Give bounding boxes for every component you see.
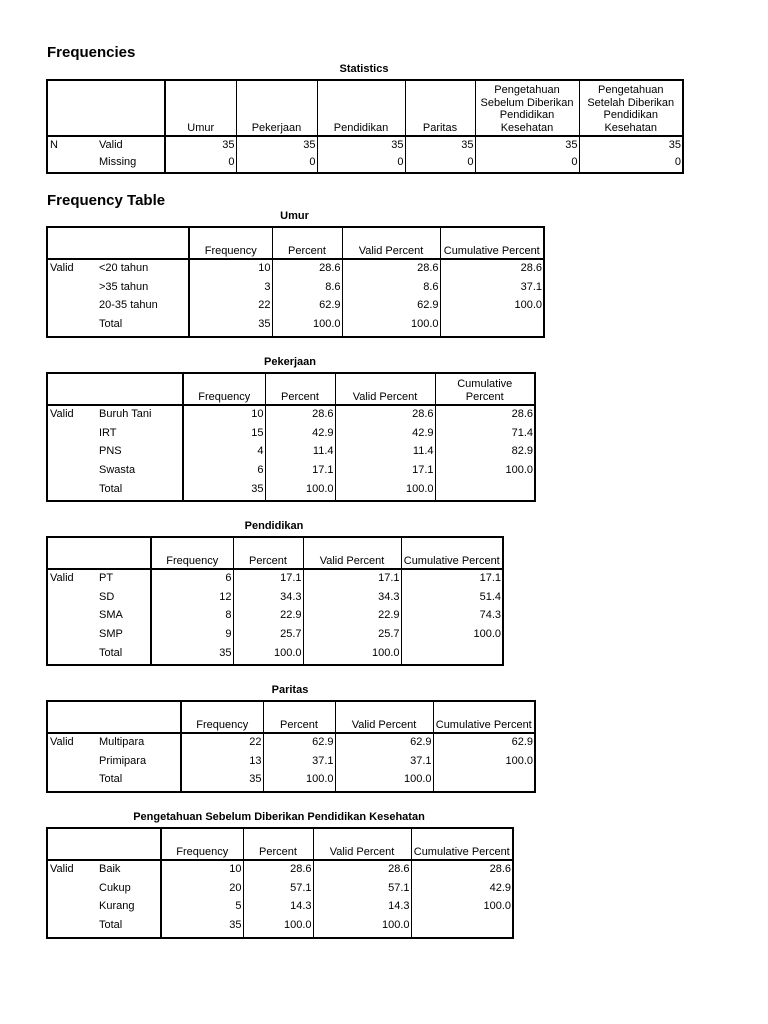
row-label: Total: [97, 770, 181, 792]
cell-pct: 17.1: [265, 461, 335, 480]
group-label: [47, 752, 97, 771]
cell-freq: 20: [161, 879, 243, 898]
cell-vpct: 28.6: [342, 259, 440, 278]
cell-freq: 35: [151, 644, 233, 666]
cell-freq: 12: [151, 588, 233, 607]
cell-cum: [435, 480, 535, 502]
cell-vpct: 28.6: [313, 860, 411, 879]
cell-cum: 74.3: [479, 609, 501, 622]
table-row: [47, 461, 535, 480]
row-label: Total: [97, 916, 161, 938]
column-header-valid-percent: Valid Percent: [342, 227, 440, 259]
group-label: [47, 897, 97, 916]
cell-freq: 6: [183, 461, 265, 480]
group-label: Valid: [50, 736, 74, 749]
column-header-frequency: Frequency: [161, 828, 243, 860]
cell-cum: 100.0: [514, 299, 542, 312]
row-label: Total: [97, 480, 183, 502]
cell-cum: [440, 315, 544, 337]
group-label: [47, 770, 97, 792]
cell-freq: 5: [161, 897, 243, 916]
cell-vpct: 22.9: [303, 606, 401, 625]
table-row: [47, 315, 544, 337]
cell-pct: 62.9: [272, 296, 342, 315]
group-label: [47, 588, 97, 607]
table-row: [47, 770, 535, 792]
cell-value: 0: [165, 154, 236, 173]
table-row: [47, 897, 513, 916]
frequency-table: [46, 536, 504, 666]
frequency-table: [46, 827, 514, 939]
cell-pct: 28.6: [265, 405, 335, 424]
frequency-table-heading: Frequency Table: [47, 192, 166, 209]
cell-freq: 6: [151, 569, 233, 588]
row-label: SD: [97, 588, 151, 607]
column-header-cumulative-percent: Cumulative Percent: [435, 373, 535, 405]
table-row: [47, 480, 535, 502]
row-label: <20 tahun: [97, 259, 189, 278]
table-row: [47, 860, 513, 879]
row-label: PT: [97, 569, 151, 588]
cell-vpct: 28.6: [335, 405, 435, 424]
cell-freq: 15: [183, 424, 265, 443]
row-label: Multipara: [97, 733, 181, 752]
table-row: [47, 569, 503, 588]
cell-freq: 4: [183, 442, 265, 461]
cell-pct: 11.4: [265, 442, 335, 461]
group-label: Valid: [50, 572, 74, 585]
stat-col-header: Pendidikan: [317, 80, 405, 136]
row-label: Swasta: [97, 461, 183, 480]
statistics-title: Statistics: [339, 63, 389, 75]
cell-freq: 35: [181, 770, 263, 792]
cell-pct: 100.0: [265, 480, 335, 502]
cell-freq: 10: [183, 405, 265, 424]
group-label: [47, 461, 97, 480]
table-header-row: [47, 373, 535, 405]
cell-vpct: 57.1: [313, 879, 411, 898]
column-header-percent: Percent: [243, 828, 313, 860]
cell-freq: 22: [189, 296, 272, 315]
cell-value: 35: [405, 136, 475, 154]
column-header-frequency: Frequency: [189, 227, 272, 259]
cell-freq: 10: [189, 259, 272, 278]
table-title: Paritas: [271, 684, 309, 696]
group-label: [47, 296, 97, 315]
row-label: Total: [97, 315, 189, 337]
cell-cum: 17.1: [479, 572, 501, 585]
cell-cum: 100.0: [505, 754, 533, 767]
cell-pct: 100.0: [272, 315, 342, 337]
table-row: [47, 442, 535, 461]
table-row: [47, 752, 535, 771]
table-header-row: [47, 227, 544, 259]
cell-pct: 100.0: [233, 644, 303, 666]
table-row: [47, 916, 513, 938]
cell-vpct: 100.0: [303, 644, 401, 666]
cell-pct: 62.9: [263, 733, 335, 752]
group-label: [47, 879, 97, 898]
cell-value: 35: [165, 136, 236, 154]
cell-cum: 28.6: [489, 863, 511, 876]
cell-vpct: 62.9: [342, 296, 440, 315]
table-row: [47, 625, 503, 644]
stat-group-label: N: [50, 139, 58, 151]
cell-freq: 35: [183, 480, 265, 502]
row-label: Cukup: [97, 879, 161, 898]
group-label: [47, 424, 97, 443]
column-header-cumulative-percent: Cumulative Percent: [433, 701, 535, 733]
table-title: Pekerjaan: [264, 356, 316, 368]
cell-vpct: 42.9: [335, 424, 435, 443]
cell-value: 0: [405, 154, 475, 173]
row-label: PNS: [97, 442, 183, 461]
column-header-valid-percent: Valid Percent: [335, 701, 433, 733]
cell-cum: 51.4: [479, 590, 501, 603]
column-header-frequency: Frequency: [151, 537, 233, 569]
cell-pct: 28.6: [243, 860, 313, 879]
group-label: [47, 442, 97, 461]
stat-col-header: Pekerjaan: [236, 80, 317, 136]
column-header-cumulative-percent: Cumulative Percent: [440, 227, 544, 259]
column-header-valid-percent: Valid Percent: [303, 537, 401, 569]
cell-cum: 62.9: [511, 736, 533, 749]
cell-cum: 82.9: [511, 445, 533, 458]
cell-pct: 42.9: [265, 424, 335, 443]
table-row: [47, 296, 544, 315]
table-row: [47, 733, 535, 752]
cell-pct: 22.9: [233, 606, 303, 625]
group-label: [47, 625, 97, 644]
row-label: IRT: [97, 424, 183, 443]
table-header-row: [47, 537, 503, 569]
cell-vpct: 100.0: [335, 770, 433, 792]
row-label: SMP: [97, 625, 151, 644]
row-label: Primipara: [97, 752, 181, 771]
row-label: Kurang: [97, 897, 161, 916]
frequency-table: [46, 372, 536, 502]
frequency-table: [46, 700, 536, 793]
cell-vpct: 100.0: [342, 315, 440, 337]
group-label: [47, 480, 97, 502]
cell-value: 0: [317, 154, 405, 173]
table-row: [47, 588, 503, 607]
cell-vpct: 100.0: [335, 480, 435, 502]
group-label: Valid: [50, 408, 74, 421]
table-header-row: [47, 828, 513, 860]
column-header-percent: Percent: [263, 701, 335, 733]
cell-cum: 71.4: [511, 426, 533, 439]
table-row: [47, 879, 513, 898]
column-header-percent: Percent: [272, 227, 342, 259]
table-row: [47, 136, 683, 154]
table-row: [47, 154, 683, 173]
table-row: [47, 405, 535, 424]
row-label: Buruh Tani: [97, 405, 183, 424]
row-label: Baik: [97, 860, 161, 879]
cell-value: 0: [674, 155, 681, 168]
table-row: [47, 259, 544, 278]
cell-cum: 100.0: [505, 463, 533, 476]
cell-pct: 37.1: [263, 752, 335, 771]
stat-col-header: Pengetahuan Setelah Diberikan Pendidikan Kesehatan: [579, 80, 683, 136]
group-label: Valid: [50, 262, 74, 275]
cell-cum: 28.6: [511, 408, 533, 421]
cell-vpct: 14.3: [313, 897, 411, 916]
cell-value: 35: [236, 136, 317, 154]
row-label: >35 tahun: [97, 278, 189, 297]
group-label: [47, 278, 97, 297]
cell-freq: 22: [181, 733, 263, 752]
stat-col-header: Umur: [165, 80, 236, 136]
cell-freq: 13: [181, 752, 263, 771]
cell-vpct: 11.4: [335, 442, 435, 461]
group-label: [47, 916, 97, 938]
table-title: Pengetahuan Sebelum Diberikan Pendidikan Kesehatan: [133, 811, 425, 823]
cell-cum: [401, 644, 503, 666]
cell-freq: 35: [189, 315, 272, 337]
table-title: Pendidikan: [244, 520, 304, 532]
column-header-percent: Percent: [233, 537, 303, 569]
statistics-header-row: [47, 80, 683, 136]
row-label: SMA: [97, 606, 151, 625]
column-header-valid-percent: Valid Percent: [335, 373, 435, 405]
cell-vpct: 17.1: [303, 569, 401, 588]
frequencies-heading: Frequencies: [47, 44, 136, 61]
table-row: [47, 606, 503, 625]
cell-pct: 14.3: [243, 897, 313, 916]
cell-pct: 100.0: [243, 916, 313, 938]
column-header-cumulative-percent: Cumulative Percent: [411, 828, 513, 860]
cell-vpct: 8.6: [342, 278, 440, 297]
cell-cum: 28.6: [520, 262, 542, 275]
cell-vpct: 37.1: [335, 752, 433, 771]
cell-cum: 100.0: [473, 627, 501, 640]
cell-pct: 25.7: [233, 625, 303, 644]
cell-pct: 17.1: [233, 569, 303, 588]
cell-vpct: 62.9: [335, 733, 433, 752]
row-label: 20-35 tahun: [97, 296, 189, 315]
cell-value: 0: [475, 154, 579, 173]
cell-cum: 42.9: [489, 881, 511, 894]
column-header-cumulative-percent: Cumulative Percent: [401, 537, 503, 569]
cell-pct: 34.3: [233, 588, 303, 607]
column-header-frequency: Frequency: [181, 701, 263, 733]
cell-freq: 35: [161, 916, 243, 938]
column-header-frequency: Frequency: [183, 373, 265, 405]
cell-freq: 9: [151, 625, 233, 644]
cell-value: 35: [475, 136, 579, 154]
cell-pct: 8.6: [272, 278, 342, 297]
cell-cum: [411, 916, 513, 938]
table-row: [47, 644, 503, 666]
frequency-table: [46, 226, 545, 338]
cell-value: 35: [668, 139, 681, 151]
group-label: [47, 606, 97, 625]
table-row: [47, 424, 535, 443]
stat-col-header: Pengetahuan Sebelum Diberikan Pendidikan Kesehatan: [475, 80, 579, 136]
cell-freq: 10: [161, 860, 243, 879]
cell-value: 0: [236, 154, 317, 173]
cell-freq: 8: [151, 606, 233, 625]
statistics-table: [46, 79, 684, 174]
cell-freq: 3: [189, 278, 272, 297]
table-row: [47, 278, 544, 297]
stat-col-header: Paritas: [405, 80, 475, 136]
cell-pct: 28.6: [272, 259, 342, 278]
group-label: [47, 315, 97, 337]
row-label: Valid: [97, 136, 165, 154]
cell-pct: 57.1: [243, 879, 313, 898]
row-label: Total: [97, 644, 151, 666]
cell-pct: 100.0: [263, 770, 335, 792]
cell-cum: 100.0: [483, 900, 511, 913]
cell-cum: [433, 770, 535, 792]
cell-cum: 37.1: [520, 280, 542, 293]
column-header-percent: Percent: [265, 373, 335, 405]
group-label: Valid: [50, 863, 74, 876]
cell-vpct: 100.0: [313, 916, 411, 938]
cell-vpct: 34.3: [303, 588, 401, 607]
column-header-valid-percent: Valid Percent: [313, 828, 411, 860]
cell-vpct: 25.7: [303, 625, 401, 644]
table-header-row: [47, 701, 535, 733]
row-label: Missing: [97, 154, 165, 173]
table-title: Umur: [280, 210, 309, 222]
cell-value: 35: [317, 136, 405, 154]
cell-vpct: 17.1: [335, 461, 435, 480]
group-label: [47, 644, 97, 666]
